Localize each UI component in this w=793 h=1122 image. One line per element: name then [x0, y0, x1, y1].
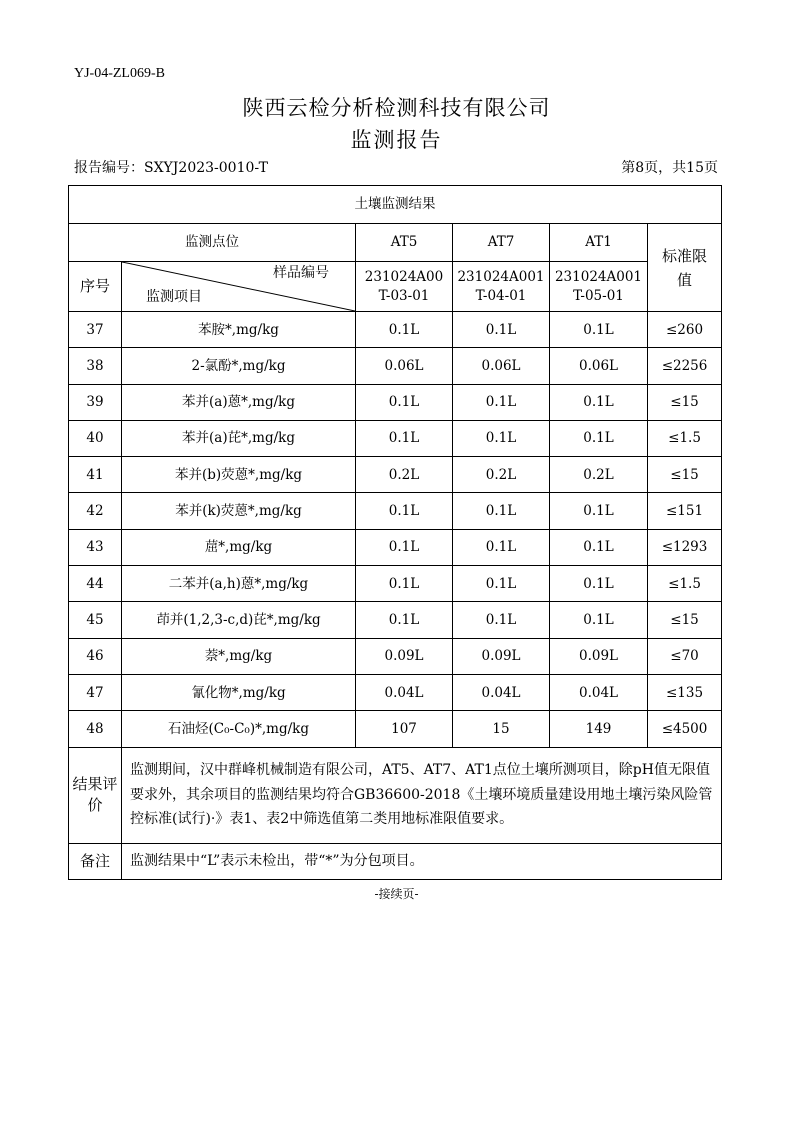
sample-at1 — [550, 262, 648, 312]
row-value-at7: 0.1L — [453, 602, 550, 638]
row-limit: ≤15 — [648, 457, 722, 493]
row-number: 40 — [69, 420, 122, 456]
row-item: 2-氯酚*,mg/kg — [122, 348, 356, 384]
row-value-at1: 0.1L — [550, 312, 648, 348]
item-header: 监测项目 — [146, 289, 202, 306]
row-limit: ≤260 — [648, 312, 722, 348]
row-value-at7: 0.09L — [453, 638, 550, 674]
row-value-at5: 0.2L — [356, 457, 453, 493]
row-item: 石油烃(C₀-C₀)*,mg/kg — [122, 711, 356, 747]
row-value-at5: 0.06L — [356, 348, 453, 384]
row-value-at5: 107 — [356, 711, 453, 747]
row-value-at7: 0.1L — [453, 420, 550, 456]
row-limit: ≤1.5 — [648, 420, 722, 456]
conclusion-label: 结果评价 — [69, 747, 122, 843]
row-number: 42 — [69, 493, 122, 529]
sample-no-header: 样品编号 — [273, 265, 329, 281]
row-value-at5: 0.09L — [356, 638, 453, 674]
row-number: 47 — [69, 674, 122, 710]
report-no: SXYJ2023-0010-T — [144, 160, 268, 176]
table-row — [69, 674, 722, 710]
row-value-at7: 0.1L — [453, 384, 550, 420]
row-value-at7: 0.1L — [453, 312, 550, 348]
row-value-at7: 0.04L — [453, 674, 550, 710]
row-item: 氰化物*,mg/kg — [122, 674, 356, 710]
row-value-at1: 0.1L — [550, 529, 648, 565]
row-item: 二苯并(a,h)蒽*,mg/kg — [122, 566, 356, 602]
page-info: 第8页，共15页 — [621, 160, 718, 176]
row-value-at1: 0.1L — [550, 493, 648, 529]
row-value-at7: 0.2L — [453, 457, 550, 493]
row-value-at5: 0.1L — [356, 529, 453, 565]
row-limit: ≤135 — [648, 674, 722, 710]
report-meta — [74, 157, 718, 177]
row-value-at1: 149 — [550, 711, 648, 747]
seq-header: 序号 — [69, 262, 122, 312]
remark-label: 备注 — [69, 843, 122, 879]
row-item: 苯并(a)芘*,mg/kg — [122, 420, 356, 456]
row-item: 苯并(b)荧蒽*,mg/kg — [122, 457, 356, 493]
row-value-at5: 0.1L — [356, 566, 453, 602]
row-value-at5: 0.1L — [356, 384, 453, 420]
sample-at7-line1: 231024A001 — [457, 269, 545, 286]
row-value-at1: 0.06L — [550, 348, 648, 384]
table-row — [69, 566, 722, 602]
row-value-at1: 0.1L — [550, 384, 648, 420]
continuation-note: -接续页- — [374, 887, 419, 901]
row-item: 茚并(1,2,3-c,d)芘*,mg/kg — [122, 602, 356, 638]
table-row — [69, 493, 722, 529]
conclusion-text: 监测期间，汉中群峰机械制造有限公司，AT5、AT7、AT1点位土壤所测项目，除pH值无限值要求外，其余项目的监测结果均符合GB36600-2018《土壤环境质量建设用地土壤污染风险管控标准(试行)·》表1、表2中筛选值第二类用地标准限值要求。 — [122, 747, 722, 843]
row-limit: ≤70 — [648, 638, 722, 674]
row-value-at1: 0.1L — [550, 420, 648, 456]
row-value-at5: 0.1L — [356, 312, 453, 348]
row-limit: ≤1.5 — [648, 566, 722, 602]
row-number: 46 — [69, 638, 122, 674]
row-item: 苯并(k)荧蒽*,mg/kg — [122, 493, 356, 529]
row-value-at5: 0.04L — [356, 674, 453, 710]
row-value-at7: 0.1L — [453, 566, 550, 602]
report-no-label: 报告编号： — [74, 160, 144, 176]
row-value-at7: 0.1L — [453, 493, 550, 529]
row-value-at1: 0.04L — [550, 674, 648, 710]
table-row — [69, 457, 722, 493]
results-rows — [69, 312, 722, 748]
row-limit: ≤2256 — [648, 348, 722, 384]
table-row — [69, 529, 722, 565]
row-number: 44 — [69, 566, 122, 602]
point-at1: AT1 — [550, 224, 648, 262]
row-item: 䓛*,mg/kg — [122, 529, 356, 565]
point-at5: AT5 — [356, 224, 453, 262]
row-limit: ≤15 — [648, 602, 722, 638]
row-number: 45 — [69, 602, 122, 638]
row-number: 39 — [69, 384, 122, 420]
results-table — [68, 185, 722, 880]
row-value-at7: 0.06L — [453, 348, 550, 384]
row-value-at1: 0.1L — [550, 566, 648, 602]
sample-at5 — [356, 262, 453, 312]
row-value-at5: 0.1L — [356, 602, 453, 638]
row-limit: ≤4500 — [648, 711, 722, 747]
row-number: 48 — [69, 711, 122, 747]
sample-at5-line1: 231024A00 — [364, 269, 444, 286]
sample-at7-line2: T-04-01 — [475, 287, 527, 304]
row-value-at1: 0.09L — [550, 638, 648, 674]
row-number: 41 — [69, 457, 122, 493]
table-row — [69, 384, 722, 420]
row-item: 苯胺*,mg/kg — [122, 312, 356, 348]
sample-at1-line1: 231024A001 — [554, 269, 643, 286]
table-caption: 土壤监测结果 — [69, 186, 722, 224]
remark-text: 监测结果中“L”表示未检出，带“*”为分包项目。 — [122, 843, 722, 879]
row-item: 苯并(a)蒽*,mg/kg — [122, 384, 356, 420]
row-number: 43 — [69, 529, 122, 565]
row-limit: ≤1293 — [648, 529, 722, 565]
row-value-at7: 15 — [453, 711, 550, 747]
table-row — [69, 602, 722, 638]
limit-header: 标准限值 — [648, 224, 722, 312]
row-number: 38 — [69, 348, 122, 384]
row-limit: ≤151 — [648, 493, 722, 529]
row-value-at5: 0.1L — [356, 493, 453, 529]
row-value-at1: 0.2L — [550, 457, 648, 493]
document-id: YJ-04-ZL069-B — [74, 66, 165, 81]
sample-at7 — [453, 262, 550, 312]
row-item: 萘*,mg/kg — [122, 638, 356, 674]
diagonal-header-cell — [122, 262, 356, 312]
table-row — [69, 420, 722, 456]
row-value-at5: 0.1L — [356, 420, 453, 456]
sample-at1-line2: T-05-01 — [573, 287, 624, 304]
company-name: 陕西云检分析检测科技有限公司 — [242, 96, 551, 120]
row-value-at7: 0.1L — [453, 529, 550, 565]
point-at7: AT7 — [453, 224, 550, 262]
sample-at5-line2: T-03-01 — [378, 287, 430, 304]
row-limit: ≤15 — [648, 384, 722, 420]
point-header: 监测点位 — [69, 224, 356, 262]
row-value-at1: 0.1L — [550, 602, 648, 638]
table-row — [69, 312, 722, 348]
report-title: 监测报告 — [350, 128, 443, 152]
table-row — [69, 711, 722, 747]
row-number: 37 — [69, 312, 122, 348]
table-row — [69, 348, 722, 384]
table-row — [69, 638, 722, 674]
